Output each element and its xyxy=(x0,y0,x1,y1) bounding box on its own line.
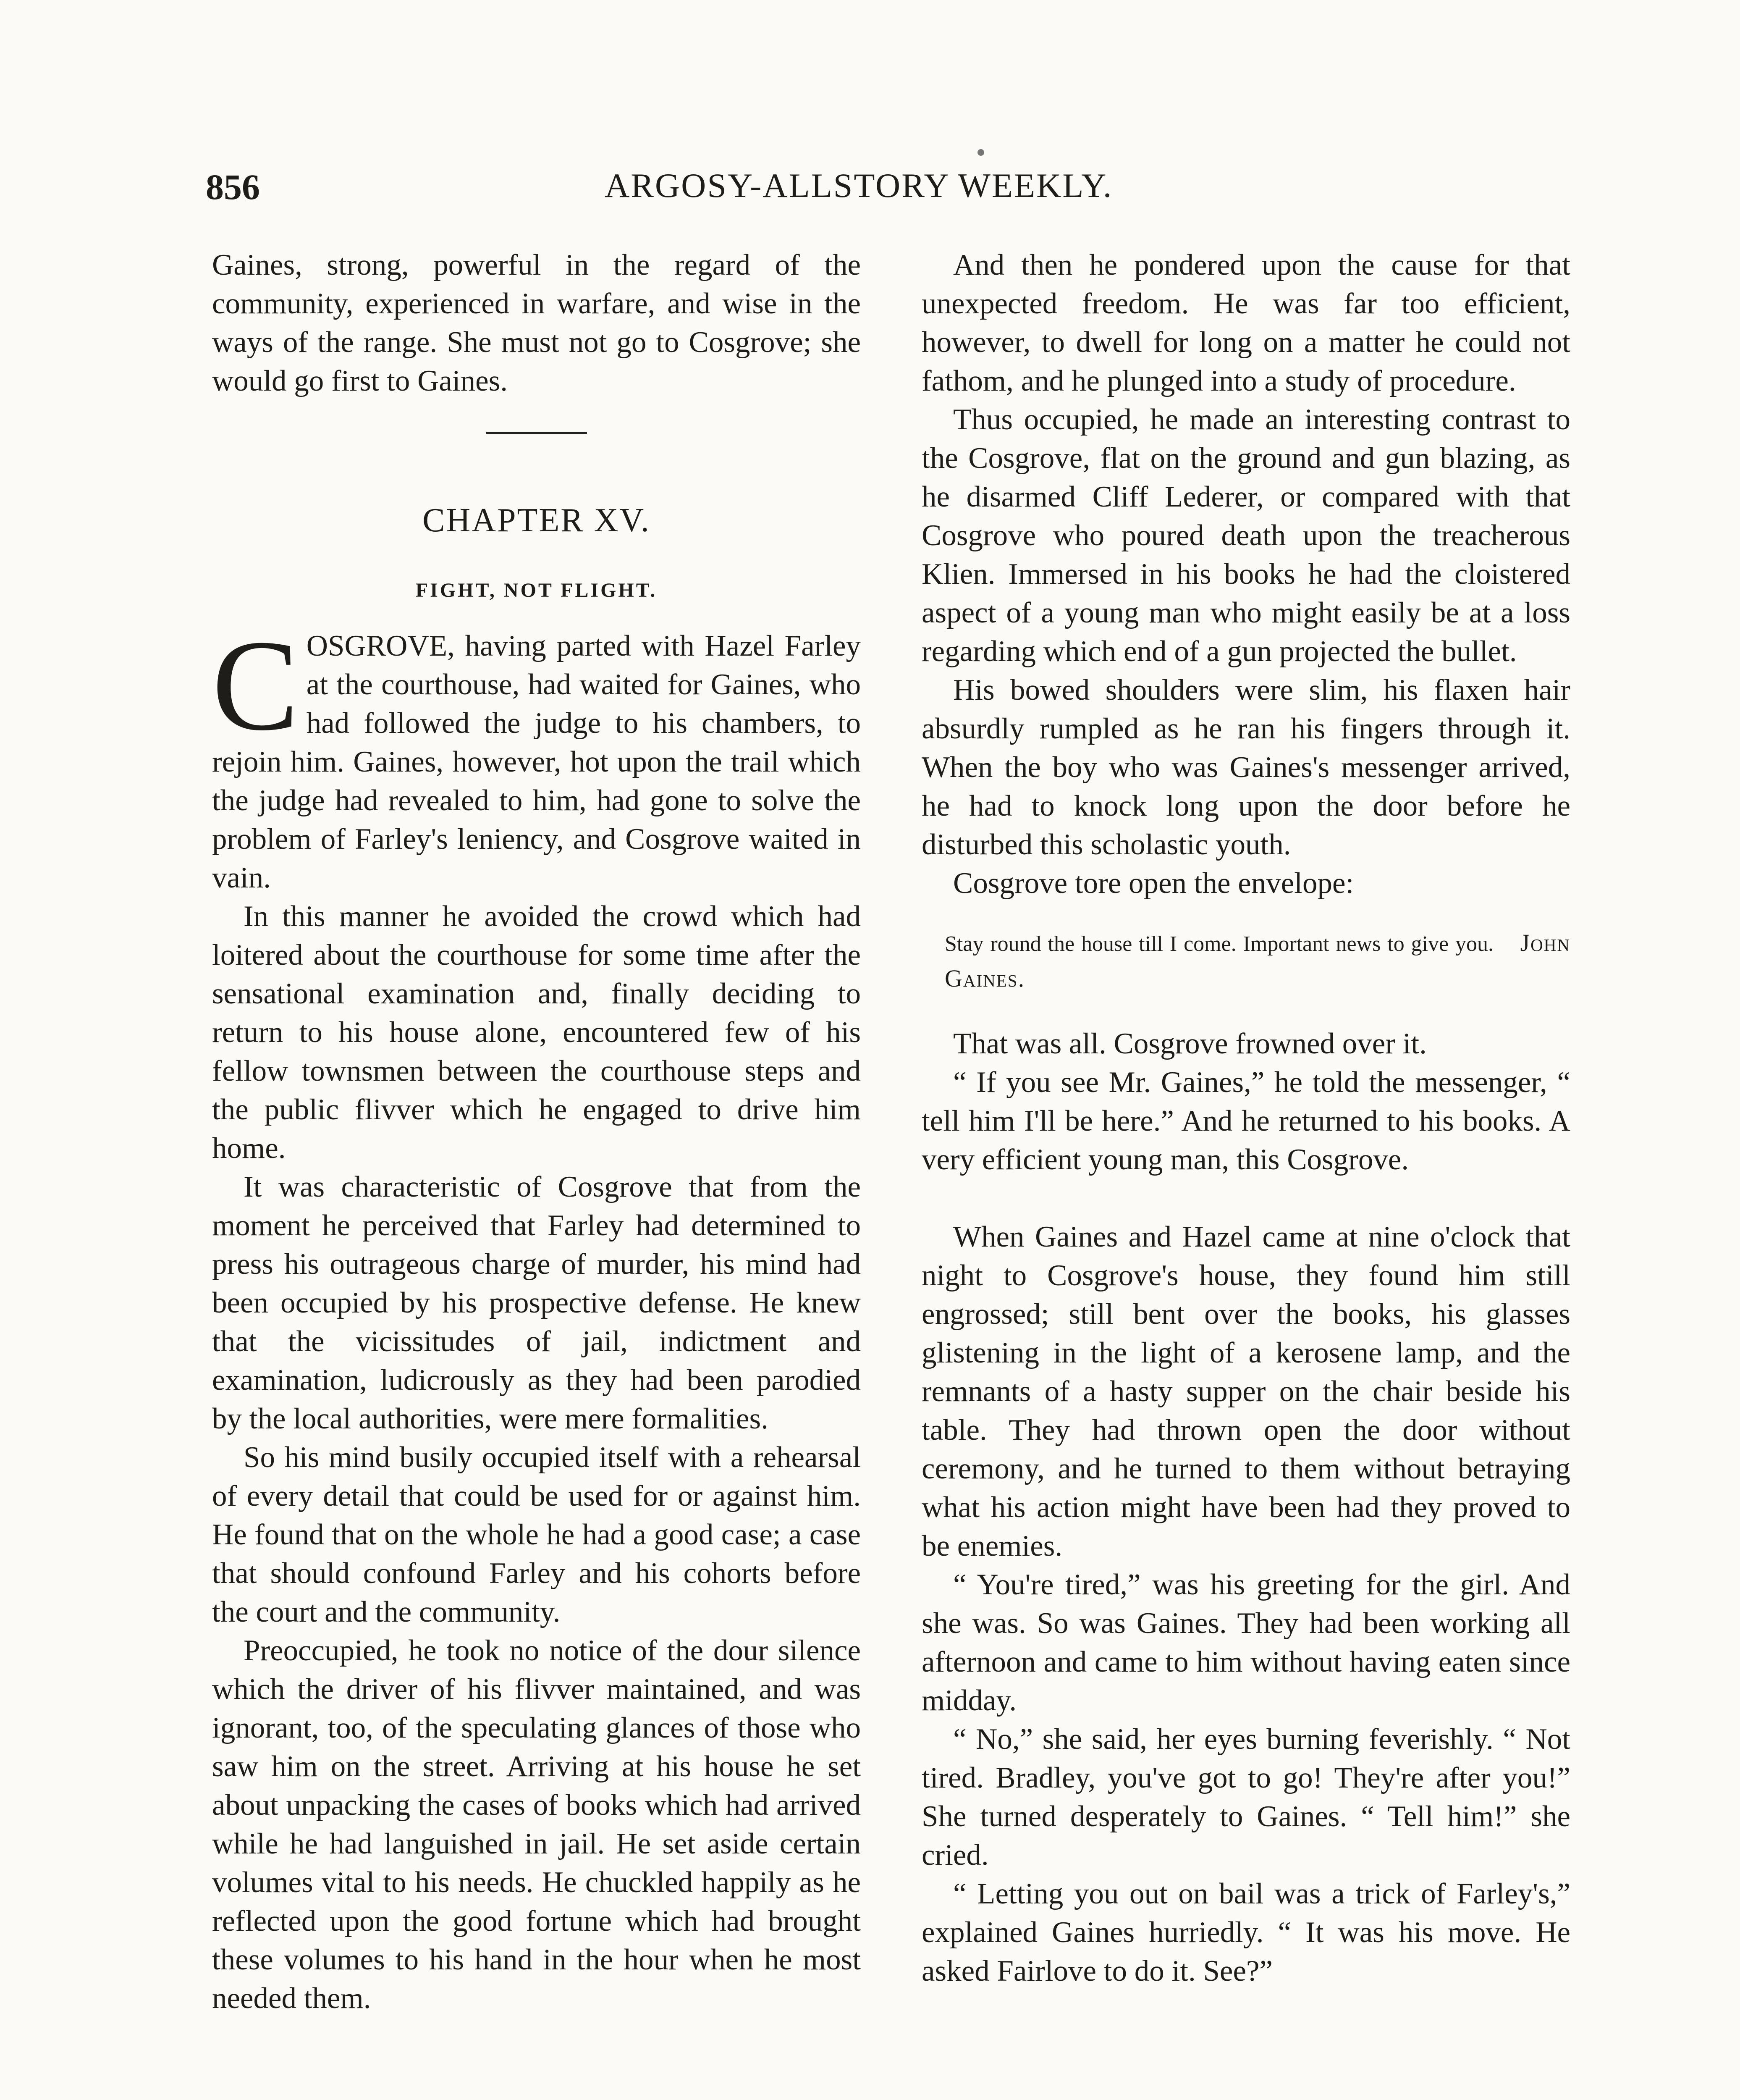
left-column xyxy=(212,246,861,2018)
paragraph: “ If you see Mr. Gaines,” he told the messenger, “ tell him I'll be here.” And he returned to his books. A very efficient young man, this Cosgrove. xyxy=(922,1066,1570,1176)
page-number: 856 xyxy=(206,167,260,207)
paragraph: Thus occupied, he made an interesting contrast to the Cosgrove, flat on the ground and gun blazing, as he disarmed Cliff Lederer, or compared with that Cosgrove who poured death upon the treacherous Klien. Immersed in his books he had the cloistered aspect of a young man who might easily be at a loss regarding which end of a gun projected the bullet. xyxy=(922,403,1570,668)
print-speck xyxy=(977,149,984,156)
section-break xyxy=(922,1179,1570,1218)
paragraph: Preoccupied, he took no notice of the dour silence which the driver of his flivver maintained, and was ignorant, too, of the speculating glances of those who saw him on the street. Arriving at his house he set about unpacking the cases of books which had arrived while he had languished in jail. He set aside certain volumes vital to his needs. He chuckled happily as he reflected upon the good fortune which had brought these volumes to his hand in the hour when he most needed them. xyxy=(212,1634,861,2015)
paragraph: “ You're tired,” was his greeting for the girl. And she was. So was Gaines. They had been working all afternoon and came to him without having eaten since midday. xyxy=(922,1568,1570,1717)
paragraph: And then he pondered upon the cause for that unexpected freedom. He was far too efficient, however, to dwell for long on a matter he could not fathom, and he plunged into a study of procedure. xyxy=(922,249,1570,397)
paragraph: “ No,” she said, her eyes burning feverishly. “ Not tired. Bradley, you've got to go! They're after you!” She turned desperately to Gaines. “ Tell him!” she cried. xyxy=(922,1723,1570,1872)
chapter-subtitle: FIGHT, NOT FLIGHT. xyxy=(415,579,658,601)
paragraph: His bowed shoulders were slim, his flaxen hair absurdly rumpled as he ran his fingers through it. When the boy who was Gaines's messenger arrived, he had to knock long upon the door before he disturbed this scholastic youth. xyxy=(922,674,1570,861)
section-divider xyxy=(486,432,587,434)
paragraph: So his mind busily occupied itself with a rehearsal of every detail that could be used for or against him. He found that on the whole he had a good case; a case that should confound Farley and his cohorts before the court and the community. xyxy=(212,1441,861,1628)
chapter-title: CHAPTER XV. xyxy=(422,502,650,539)
paragraph: “ Letting you out on bail was a trick of Farley's,” explained Gaines hurriedly. “ It was his move. He asked Fairlove to do it. See?” xyxy=(922,1877,1570,1987)
telegram-note xyxy=(922,926,1570,997)
opening-paragraph: Gaines, strong, powerful in the regard of the community, experienced in warfare, and wise in the ways of the range. She must not go to Cosgrove; she would go first to Gaines. xyxy=(212,249,861,397)
page-header xyxy=(0,166,1740,225)
drop-cap: C xyxy=(212,614,299,758)
paragraph: It was characteristic of Cosgrove that from the moment he perceived that Farley had determined to press his outrageous charge of murder, his mind had been occupied by his prospective defense. He knew that the vicissitudes of jail, indictment and examination, ludicrously as they had been parodied by the local authorities, were mere formalities. xyxy=(212,1171,861,1435)
running-title: ARGOSY-ALLSTORY WEEKLY. xyxy=(605,166,1113,205)
right-column xyxy=(922,246,1570,1990)
paragraph: In this manner he avoided the crowd which had loitered about the courthouse for some time after the sensational examination and, finally deciding to return to his house alone, encountered few of his fellow townsmen between the courthouse steps and the public flivver which he engaged to drive him home. xyxy=(212,900,861,1165)
paragraph: That was all. Cosgrove frowned over it. xyxy=(953,1027,1427,1060)
note-signature: John Gaines. xyxy=(945,929,1571,992)
note-text: Stay round the house till I come. Important news to give you. xyxy=(945,932,1494,956)
paragraph: Cosgrove tore open the envelope: xyxy=(953,867,1354,900)
paragraph: When Gaines and Hazel came at nine o'clock that night to Cosgrove's house, they found him still engrossed; still bent over the books, his glasses glistening in the light of a kerosene lamp, and the remnants of a hasty supper on the chair beside his table. They had thrown open the door without ceremony, and he turned to them without betraying what his action might have been had they proved to be enemies. xyxy=(922,1221,1570,1562)
paragraph: OSGROVE, having parted with Hazel Farley at the courthouse, had waited for Gaines, who had followed the judge to his chambers, to rejoin him. Gaines, however, hot upon the trail which the judge had revealed to him, had gone to solve the problem of Farley's leniency, and Cosgrove waited in vain. xyxy=(212,630,861,894)
